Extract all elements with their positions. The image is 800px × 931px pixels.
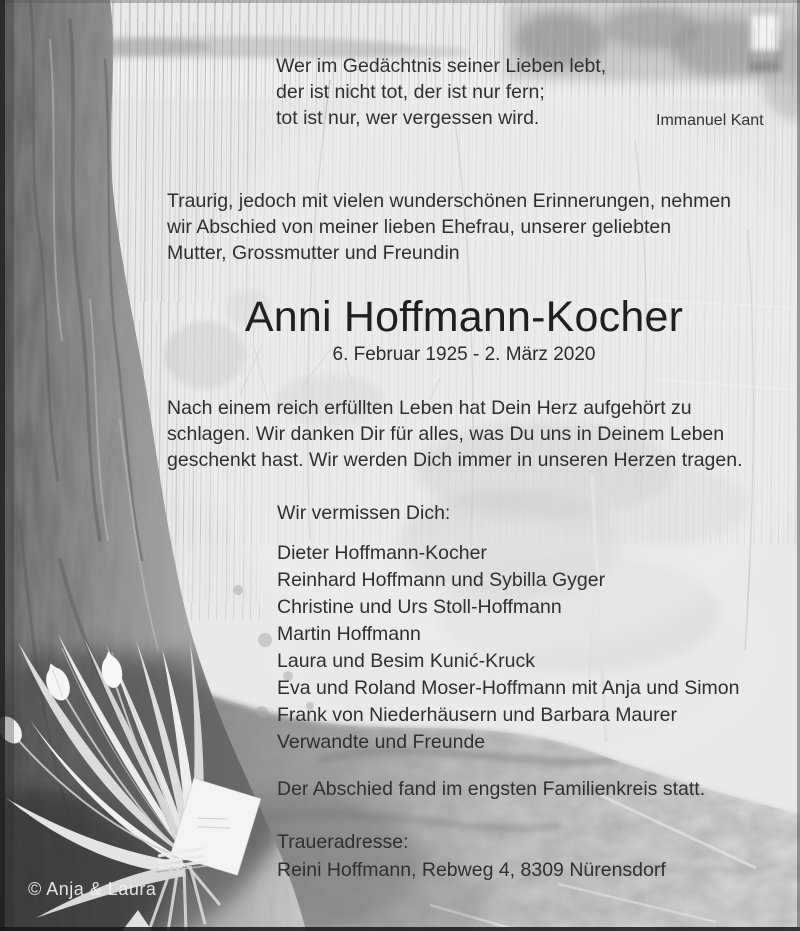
mourning-address-label: Traueradresse: (277, 831, 409, 853)
mourner-name: Reinhard Hoffmann und Sybilla Gyger (277, 569, 606, 591)
intro-line: wir Abschied von meiner lieben Ehefrau, unserer geliebten (167, 216, 672, 238)
intro-line: Mutter, Grossmutter und Freundin (167, 242, 460, 264)
mourners-list (277, 540, 739, 756)
missing-intro: Wir vermissen Dich: (277, 502, 451, 524)
mourner-name: Eva und Roland Moser-Hoffmann mit Anja und Simon (277, 677, 740, 699)
farewell-note: Der Abschied fand im engsten Familienkreis statt. (277, 778, 706, 800)
memorial-quote (276, 53, 606, 131)
mourner-name: Martin Hoffmann (277, 623, 421, 645)
mourner-name: Laura und Besim Kunić-Kruck (277, 650, 535, 672)
quote-line: tot ist nur, wer vergessen wird. (276, 107, 540, 129)
photo-credit: © Anja & Laura (28, 879, 157, 899)
mourner-name: Dieter Hoffmann-Kocher (277, 542, 487, 564)
quote-line: der ist nicht tot, der ist nur fern; (276, 81, 545, 103)
tribute-line: geschenkt hast. Wir werden Dich immer in unseren Herzen tragen. (167, 449, 743, 471)
tribute-line: Nach einem reich erfüllten Leben hat Dein Herz aufgehört zu (167, 397, 692, 419)
deceased-name: Anni Hoffmann-Kocher (244, 293, 684, 341)
tribute-paragraph (167, 395, 743, 473)
mourner-name: Christine und Urs Stoll-Hoffmann (277, 596, 562, 618)
intro-paragraph (167, 188, 731, 266)
life-dates: 6. Februar 1925 - 2. März 2020 (332, 344, 596, 365)
quote-line: Wer im Gedächtnis seiner Lieben lebt, (276, 55, 607, 77)
mourning-address: Reini Hoffmann, Rebweg 4, 8309 Nürensdorf (277, 859, 666, 881)
tribute-line: schlagen. Wir danken Dir für alles, was Du uns in Deinem Leben (167, 423, 725, 445)
mourning-address-block (277, 828, 666, 884)
intro-line: Traurig, jedoch mit vielen wunderschönen Erinnerungen, nehmen (167, 190, 732, 212)
deceased-block (167, 294, 761, 367)
mourner-name: Verwandte und Freunde (277, 731, 486, 753)
mourner-name: Frank von Niederhäusern und Barbara Maurer (277, 704, 677, 726)
quote-attribution: Immanuel Kant (656, 112, 764, 129)
